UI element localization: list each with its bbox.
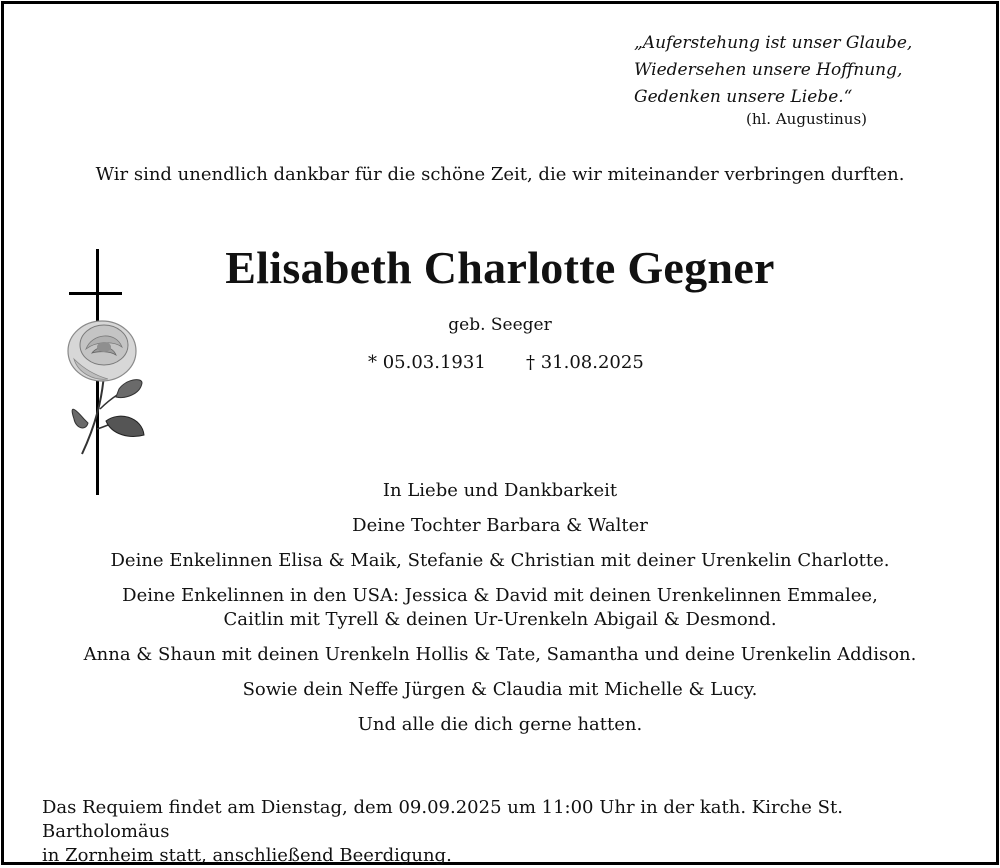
gratitude-text: Wir sind unendlich dankbar für die schöne Zeit, die wir miteinander verbringen durften. (95, 164, 905, 185)
deceased-name: Elisabeth Charlotte Gegner (225, 242, 775, 293)
mourner-line: Und alle die dich gerne hatten. (357, 714, 643, 735)
mourner-line: Anna & Shaun mit deinen Urenkeln Hollis & Tate, Samantha und deine Urenkelin Addison. (83, 644, 917, 665)
mourner-line: Deine Enkelinnen in den USA: Jessica & David mit deinen Urenkelinnen Emmalee, (122, 585, 878, 606)
quote (634, 30, 912, 111)
mourners-list (4, 479, 996, 748)
mourner-line: In Liebe und Dankbarkeit (382, 480, 618, 501)
requiem-line-2: in Zornheim statt, anschließend Beerdigung. (42, 845, 452, 866)
birth-date: * 05.03.1931 (368, 352, 486, 373)
mourner-line: Sowie dein Neffe Jürgen & Claudia mit Michelle & Lucy. (242, 679, 758, 700)
requiem-notice (42, 796, 962, 868)
mourner-line: Caitlin mit Tyrell & deinen Ur-Urenkeln Abigail & Desmond. (223, 609, 777, 630)
maiden-name: geb. Seeger (448, 315, 552, 335)
quote-author: (hl. Augustinus) (746, 110, 867, 128)
quote-line-2: Wiedersehen unsere Hoffnung, (634, 60, 903, 80)
obituary-card (1, 1, 999, 865)
death-date: † 31.08.2025 (526, 352, 644, 373)
quote-line-3: Gedenken unsere Liebe.“ (634, 87, 853, 107)
requiem-line-1: Das Requiem findet am Dienstag, dem 09.09.2025 um 11:00 Uhr in der kath. Kirche St. Bartholomäus (42, 797, 843, 842)
quote-line-1: „Auferstehung ist unser Glaube, (634, 33, 913, 53)
mourner-line: Deine Tochter Barbara & Walter (352, 515, 648, 536)
mourner-line: Deine Enkelinnen Elisa & Maik, Stefanie & Christian mit deiner Urenkelin Charlotte. (110, 550, 890, 571)
